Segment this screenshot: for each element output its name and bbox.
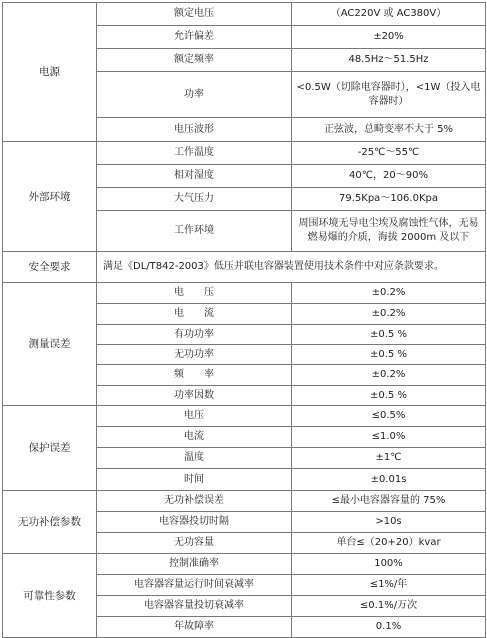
- param-label: 相对湿度: [97, 165, 292, 188]
- param-value: 40℃，20～90%: [292, 165, 486, 188]
- param-value: 正弦波，总畸变率不大于 5%: [292, 118, 486, 142]
- param-label: 工作环境: [97, 211, 292, 252]
- category-protection: 保护误差: [3, 406, 97, 491]
- table-row: [3, 554, 486, 575]
- param-value: （AC220V 或 AC380V）: [292, 3, 486, 26]
- param-value: >10s: [292, 512, 486, 533]
- table-row: [3, 406, 486, 427]
- param-label: 功率: [97, 72, 292, 118]
- param-label: 电压: [97, 406, 292, 427]
- param-label: 无功容量: [97, 533, 292, 554]
- param-label: 年故障率: [97, 617, 292, 638]
- param-value: 79.5Kpa～106.0Kpa: [292, 188, 486, 211]
- param-value: 48.5Hz～51.5Hz: [292, 49, 486, 72]
- param-value: -25℃～55℃: [292, 142, 486, 165]
- param-label: 无功补偿误差: [97, 491, 292, 512]
- param-label: 允许偏差: [97, 26, 292, 49]
- param-value: ≤最小电容器容量的 75%: [292, 491, 486, 512]
- param-label: 功率因数: [97, 386, 292, 406]
- param-value: ±0.2%: [292, 304, 486, 325]
- param-label: 时间: [97, 469, 292, 491]
- param-value: 单台≤（20+20）kvar: [292, 533, 486, 554]
- param-label: 控制准确率: [97, 554, 292, 575]
- param-label: 无功功率: [97, 345, 292, 365]
- param-label: 电容器容量运行时间衰减率: [97, 575, 292, 596]
- param-value: ±1℃: [292, 448, 486, 469]
- table-row: [3, 3, 486, 26]
- param-value: ±20%: [292, 26, 486, 49]
- param-label: 额定频率: [97, 49, 292, 72]
- param-value: 100%: [292, 554, 486, 575]
- param-label: 频 率: [97, 365, 292, 386]
- category-reliability: 可靠性参数: [3, 554, 97, 638]
- param-label: 有功功率: [97, 325, 292, 345]
- param-value: ≤1%/年: [292, 575, 486, 596]
- category-environment: 外部环境: [3, 142, 97, 252]
- param-value: 周围环境无导电尘埃及腐蚀性气体，无易燃易爆的介质，海拔 2000m 及以下: [292, 211, 486, 252]
- param-label: 电容器投切时隔: [97, 512, 292, 533]
- param-label: 电容器容量投切衰减率: [97, 596, 292, 617]
- param-value: ±0.2%: [292, 365, 486, 386]
- safety-requirement: 满足《DL/T842-2003》低压并联电容器装置使用技术条件中对应条款要求。: [97, 252, 486, 283]
- category-compensation: 无功补偿参数: [3, 491, 97, 554]
- param-value: ≤1.0%: [292, 427, 486, 448]
- param-label: 电压波形: [97, 118, 292, 142]
- table-row: [3, 491, 486, 512]
- param-value: ±0.5 %: [292, 325, 486, 345]
- param-label: 工作温度: [97, 142, 292, 165]
- category-measurement: 测量误差: [3, 283, 97, 406]
- param-value: ≤0.5%: [292, 406, 486, 427]
- table-row: [3, 283, 486, 304]
- param-value: 0.1%: [292, 617, 486, 638]
- param-label: 大气压力: [97, 188, 292, 211]
- table-row: [3, 252, 486, 283]
- category-safety: 安全要求: [3, 252, 97, 283]
- param-label: 电 流: [97, 304, 292, 325]
- param-label: 额定电压: [97, 3, 292, 26]
- param-label: 温度: [97, 448, 292, 469]
- param-label: 电流: [97, 427, 292, 448]
- param-value: <0.5W（切除电容器时），<1W（投入电容器时）: [292, 72, 486, 118]
- param-label: 电 压: [97, 283, 292, 304]
- param-value: ±0.01s: [292, 469, 486, 491]
- param-value: ±0.2%: [292, 283, 486, 304]
- param-value: ±0.5 %: [292, 345, 486, 365]
- param-value: ≤0.1%/万次: [292, 596, 486, 617]
- table-row: [3, 142, 486, 165]
- category-power: 电源: [3, 3, 97, 142]
- param-value: ±0.5 %: [292, 386, 486, 406]
- spec-table: [2, 2, 486, 638]
